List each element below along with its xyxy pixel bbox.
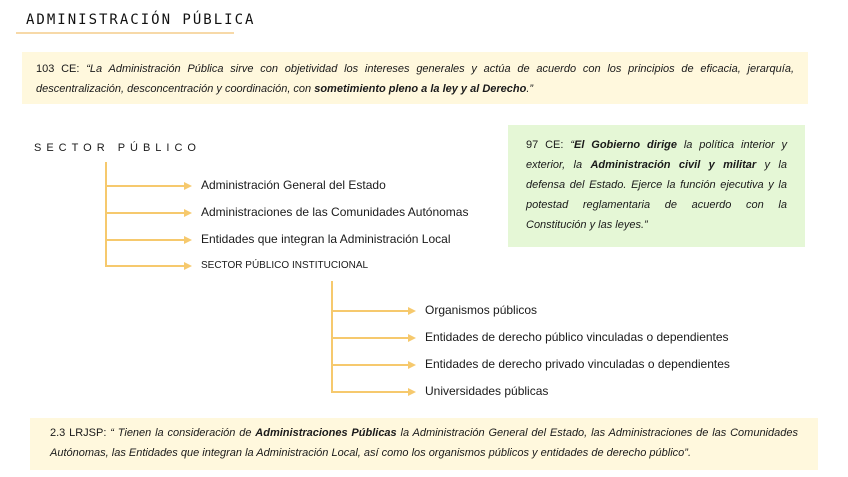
connector-line bbox=[105, 185, 185, 187]
institucional-item-universidades: Universidades públicas bbox=[425, 384, 549, 398]
connector-line bbox=[105, 239, 185, 241]
quote-97-text2: y la defensa del Estado. Ejerce la función ejecutiva y la potestad reglamentaria de acuerdo con la Constitución y las leyes.” bbox=[526, 159, 787, 231]
sector-item-age: Administración General del Estado bbox=[201, 178, 386, 192]
institucional-item-derecho-publico: Entidades de derecho público vinculadas o dependientes bbox=[425, 330, 729, 344]
quote-97-open: “ bbox=[570, 139, 574, 151]
quote-97-text1: la política interior y exterior, la bbox=[526, 139, 788, 171]
quote-103-text2: .” bbox=[526, 83, 534, 95]
connector-line bbox=[331, 391, 409, 393]
quote-103-bold: sometimiento pleno a la ley y al Derecho bbox=[314, 83, 527, 95]
arrow-icon bbox=[184, 209, 192, 217]
connector-line bbox=[105, 212, 185, 214]
arrow-icon bbox=[184, 262, 192, 270]
quote-23-bold: Administraciones Públicas bbox=[255, 427, 397, 439]
arrow-icon bbox=[408, 307, 416, 315]
connector-line bbox=[105, 265, 185, 267]
institucional-item-derecho-privado: Entidades de derecho privado vinculadas o dependientes bbox=[425, 357, 730, 371]
quote-97-bold2: Administración civil y militar bbox=[590, 159, 757, 171]
quote-103-ce bbox=[22, 52, 808, 104]
sector-publico-trunk bbox=[105, 162, 107, 266]
arrow-icon bbox=[184, 236, 192, 244]
sector-item-ccaa: Administraciones de las Comunidades Autónomas bbox=[201, 205, 469, 219]
arrow-icon bbox=[408, 334, 416, 342]
connector-line bbox=[331, 310, 409, 312]
connector-line bbox=[331, 337, 409, 339]
quote-23-close: ”. bbox=[684, 447, 692, 459]
quote-23-ref: 2.3 LRJSP: bbox=[50, 427, 111, 439]
quote-23-text1: Tienen la consideración de bbox=[117, 427, 256, 439]
arrow-icon bbox=[408, 388, 416, 396]
quote-2-3-lrjsp bbox=[30, 418, 818, 470]
quote-97-ce bbox=[508, 125, 805, 247]
arrow-icon bbox=[408, 361, 416, 369]
sector-item-institucional: SECTOR PÚBLICO INSTITUCIONAL bbox=[201, 260, 369, 271]
sector-item-local: Entidades que integran la Administración Local bbox=[201, 232, 451, 246]
quote-23-open: “ bbox=[110, 427, 118, 439]
quote-103-text1: La Administración Pública sirve con objetividad los intereses generales y actúa de acuerdo con los principios de eficacia, jerarquía, descentralización, desconcentración y coordinación, con bbox=[36, 63, 794, 95]
quote-23-text2: la Administración General del Estado, las Administraciones de las Comunidades Autónomas, las Entidades que integran la Administración Local, así como los organismos públicos y entidades de derecho público bbox=[50, 427, 798, 459]
quote-103-open: “ bbox=[86, 63, 90, 75]
page-title: ADMINISTRACIÓN PÚBLICA bbox=[26, 12, 256, 28]
arrow-icon bbox=[184, 182, 192, 190]
quote-103-ref: 103 CE: bbox=[36, 63, 87, 75]
institucional-item-organismos: Organismos públicos bbox=[425, 303, 538, 317]
quote-97-ref: 97 CE: bbox=[526, 139, 571, 151]
connector-line bbox=[331, 364, 409, 366]
sector-publico-label: SECTOR PÚBLICO bbox=[34, 142, 201, 154]
title-underline bbox=[16, 32, 234, 34]
quote-97-bold1: El Gobierno dirige bbox=[574, 139, 677, 151]
